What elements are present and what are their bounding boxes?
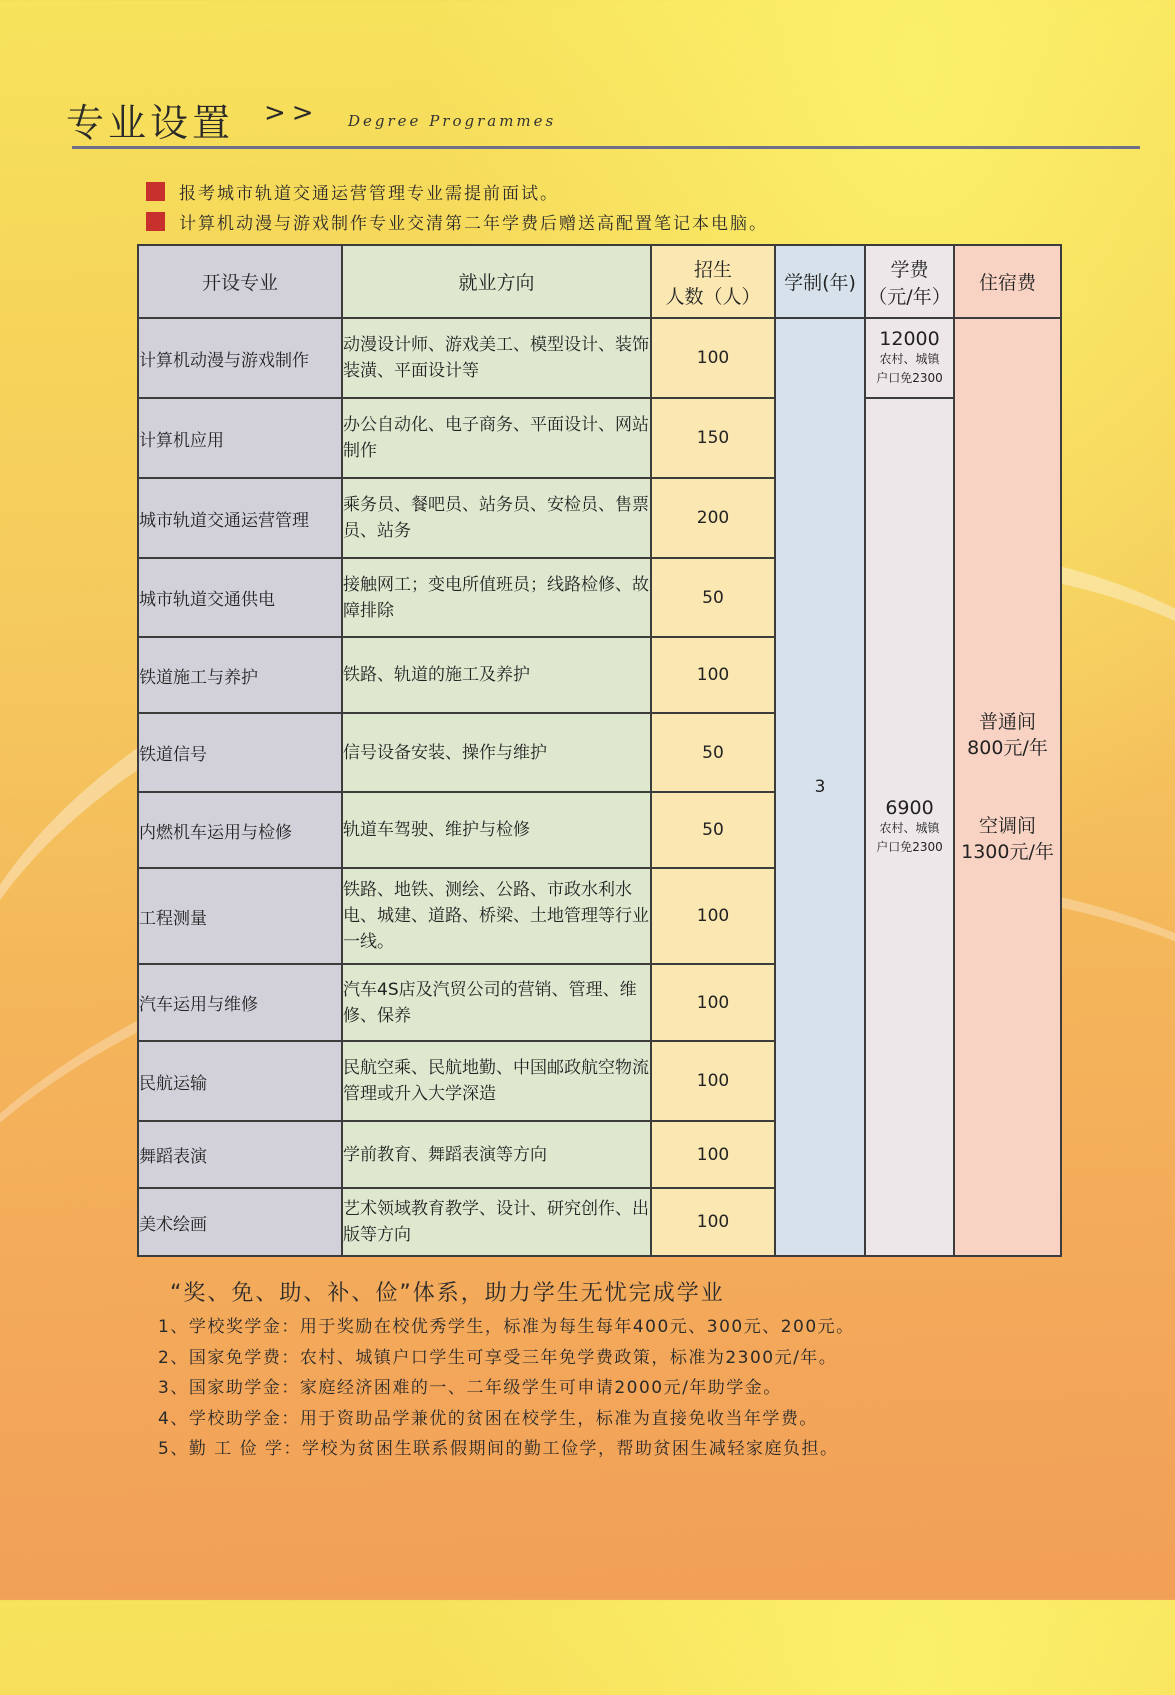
note-text: 计算机动漫与游戏制作专业交清第二年学费后赠送高配置笔记本电脑。 xyxy=(179,213,768,234)
table-row xyxy=(138,318,1061,398)
aid-item: 4、学校助学金：用于资助品学兼优的贫困在校学生，标准为直接免收当年学费。 xyxy=(158,1408,818,1429)
enroll-cell: 100 xyxy=(651,1188,775,1256)
fee-first-amount: 12000 xyxy=(879,328,940,350)
direction-cell: 民航空乘、民航地勤、中国邮政航空物流管理或升入大学深造 xyxy=(342,1041,651,1121)
header-enroll-line1: 招生 xyxy=(693,258,732,281)
enroll-cell: 100 xyxy=(651,868,775,964)
enroll-cell: 100 xyxy=(651,318,775,398)
fee-rest-amount: 6900 xyxy=(885,797,934,819)
aid-item: 2、国家免学费：农村、城镇户口学生可享受三年免学费政策，标准为2300元/年。 xyxy=(158,1347,838,1368)
fee-rest-note2: 户口免2300 xyxy=(876,840,943,854)
fee-first-cell xyxy=(865,318,954,398)
header-enroll xyxy=(651,245,775,318)
dorm-line2: 800元/年 xyxy=(967,737,1048,759)
aid-item: 3、国家助学金：家庭经济困难的一、二年级学生可申请2000元/年助学金。 xyxy=(158,1378,782,1398)
fee-first-note2: 户口免2300 xyxy=(876,371,943,385)
header-fee-line1: 学费 xyxy=(890,258,929,281)
direction-cell: 汽车4S店及汽贸公司的营销、管理、维修、保养 xyxy=(342,964,651,1041)
header-dorm: 住宿费 xyxy=(954,245,1061,318)
major-cell: 内燃机车运用与检修 xyxy=(138,792,342,868)
direction-cell: 接触网工；变电所值班员；线路检修、故障排除 xyxy=(342,558,651,637)
header-major: 开设专业 xyxy=(138,245,342,318)
note-item xyxy=(146,206,768,236)
header-years: 学制(年) xyxy=(775,245,865,318)
title-arrows: >> xyxy=(264,98,320,128)
red-square-bullet-icon xyxy=(146,212,165,231)
direction-cell: 学前教育、舞蹈表演等方向 xyxy=(342,1121,651,1188)
major-cell: 铁道信号 xyxy=(138,713,342,792)
enroll-cell: 100 xyxy=(651,964,775,1041)
major-cell: 舞蹈表演 xyxy=(138,1121,342,1188)
enroll-cell: 100 xyxy=(651,637,775,713)
enroll-cell: 50 xyxy=(651,792,775,868)
aid-item: 5、勤 工 俭 学：学校为贫困生联系假期间的勤工俭学，帮助贫困生减轻家庭负担。 xyxy=(158,1439,839,1459)
page-title: 专业设置 xyxy=(66,101,235,145)
direction-cell: 信号设备安装、操作与维护 xyxy=(342,713,651,792)
enroll-cell: 200 xyxy=(651,478,775,558)
header-fee-line2: （元/年） xyxy=(868,285,951,308)
years-cell: 3 xyxy=(775,318,865,1256)
enroll-cell: 50 xyxy=(651,713,775,792)
major-cell: 美术绘画 xyxy=(138,1188,342,1256)
direction-cell: 办公自动化、电子商务、平面设计、网站制作 xyxy=(342,398,651,478)
note-text: 报考城市轨道交通运营管理专业需提前面试。 xyxy=(179,183,559,204)
direction-cell: 轨道车驾驶、维护与检修 xyxy=(342,792,651,868)
header-fee xyxy=(865,245,954,318)
programmes-table xyxy=(137,244,1062,1257)
note-item xyxy=(146,176,768,206)
major-cell: 城市轨道交通供电 xyxy=(138,558,342,637)
enroll-cell: 100 xyxy=(651,1041,775,1121)
fee-first-note1: 农村、城镇 xyxy=(879,352,940,366)
header-enroll-line2: 人数（人） xyxy=(665,285,761,308)
fee-rest-cell xyxy=(865,398,954,1256)
red-square-bullet-icon xyxy=(146,182,165,201)
header-divider xyxy=(72,146,1140,149)
major-cell: 汽车运用与维修 xyxy=(138,964,342,1041)
notes-list xyxy=(146,176,768,236)
aid-item: 1、学校奖学金：用于奖励在校优秀学生，标准为每生每年400元、300元、200元。 xyxy=(158,1317,855,1337)
major-cell: 计算机应用 xyxy=(138,398,342,478)
major-cell: 工程测量 xyxy=(138,868,342,964)
page-subtitle: Degree Programmes xyxy=(348,112,557,130)
direction-cell: 艺术领域教育教学、设计、研究创作、出版等方向 xyxy=(342,1188,651,1256)
direction-cell: 铁路、地铁、测绘、公路、市政水利水电、城建、道路、桥梁、土地管理等行业一线。 xyxy=(342,868,651,964)
enroll-cell: 150 xyxy=(651,398,775,478)
aid-system-title: “奖、免、助、补、俭”体系，助力学生无忧完成学业 xyxy=(170,1281,725,1306)
dorm-cell xyxy=(954,318,1061,1256)
direction-cell: 铁路、轨道的施工及养护 xyxy=(342,637,651,713)
section-header xyxy=(66,92,1141,148)
enroll-cell: 100 xyxy=(651,1121,775,1188)
major-cell: 计算机动漫与游戏制作 xyxy=(138,318,342,398)
dorm-line3: 空调间 xyxy=(978,815,1036,837)
direction-cell: 乘务员、餐吧员、站务员、安检员、售票员、站务 xyxy=(342,478,651,558)
fee-rest-note1: 农村、城镇 xyxy=(879,821,940,835)
table-row xyxy=(138,398,1061,478)
dorm-line1: 普通间 xyxy=(978,711,1036,733)
major-cell: 民航运输 xyxy=(138,1041,342,1121)
table-header-row xyxy=(138,245,1061,318)
major-cell: 城市轨道交通运营管理 xyxy=(138,478,342,558)
header-direction: 就业方向 xyxy=(342,245,651,318)
dorm-line4: 1300元/年 xyxy=(961,841,1054,863)
aid-list xyxy=(158,1312,855,1465)
major-cell: 铁道施工与养护 xyxy=(138,637,342,713)
enroll-cell: 50 xyxy=(651,558,775,637)
direction-cell: 动漫设计师、游戏美工、模型设计、装饰装潢、平面设计等 xyxy=(342,318,651,398)
